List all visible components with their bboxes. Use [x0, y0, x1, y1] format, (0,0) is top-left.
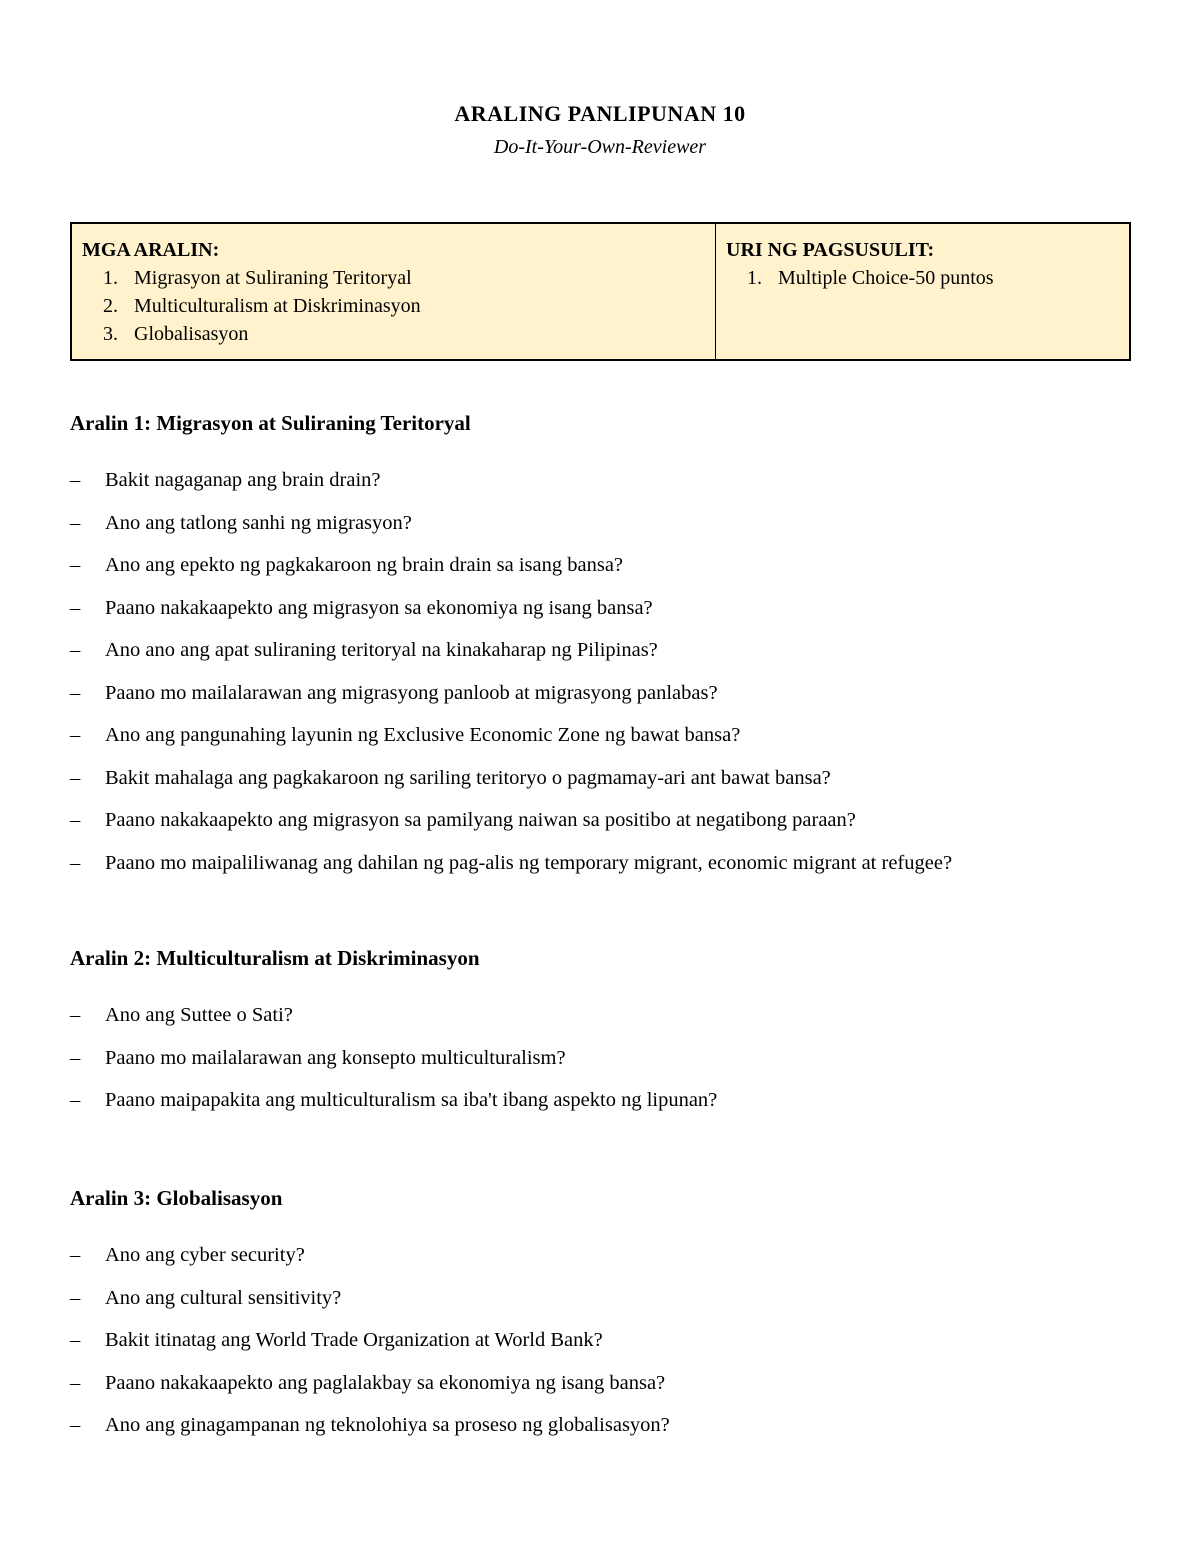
test-type-number: 1.: [747, 267, 762, 289]
question-text: Paano nakakaapekto ang migrasyon sa ekonomiya ng isang bansa?: [105, 596, 653, 619]
dash-bullet: –: [70, 469, 81, 491]
question-item: [70, 1329, 670, 1372]
question-item: [70, 554, 952, 597]
question-list-aralin-2: [70, 1004, 717, 1132]
lessons-heading: MGA ARALIN:: [82, 239, 220, 261]
question-text: Ano ang epekto ng pagkakaroon ng brain drain sa isang bansa?: [105, 554, 624, 576]
test-type-list: [726, 264, 1119, 292]
document-title: ARALING PANLIPUNAN 10: [454, 101, 746, 126]
question-item: [70, 1004, 717, 1047]
question-item: [70, 852, 952, 895]
dash-bullet: –: [70, 724, 81, 746]
question-item: [70, 767, 952, 810]
question-item: [70, 1047, 717, 1090]
section-title-aralin-1: Aralin 1: Migrasyon at Suliraning Teritoryal: [70, 411, 471, 435]
dash-bullet: –: [70, 596, 81, 619]
lessons-cell: [72, 224, 716, 359]
lesson-number: 2.: [103, 295, 118, 317]
lesson-item: [82, 292, 705, 320]
test-type-heading: URI NG PAGSUSULIT:: [726, 239, 935, 261]
question-item: [70, 1287, 670, 1330]
question-text: Paano nakakaapekto ang migrasyon sa pamilyang naiwan sa positibo at negatibong paraan?: [105, 809, 856, 831]
question-text: Paano nakakaapekto ang paglalakbay sa ekonomiya ng isang bansa?: [105, 1371, 666, 1394]
question-item: [70, 1244, 670, 1287]
lesson-number: 1.: [103, 267, 118, 289]
dash-bullet: –: [70, 809, 81, 831]
document-subtitle: Do-It-Your-Own-Reviewer: [493, 136, 707, 158]
dash-bullet: –: [70, 1004, 81, 1026]
dash-bullet: –: [70, 766, 81, 789]
lesson-number: 3.: [103, 323, 118, 345]
dash-bullet: –: [70, 1244, 81, 1266]
lesson-info-table: [70, 222, 1131, 361]
test-type-cell: [716, 224, 1129, 359]
dash-bullet: –: [70, 511, 81, 534]
dash-bullet: –: [70, 851, 81, 874]
lesson-text: Migrasyon at Suliraning Teritoryal: [134, 267, 412, 289]
question-item: [70, 724, 952, 767]
lesson-item: [82, 320, 705, 348]
dash-bullet: –: [70, 554, 81, 576]
question-text: Paano mo mailalarawan ang migrasyong panloob at migrasyong panlabas?: [105, 681, 718, 704]
question-text: Ano ang ginagampanan ng teknolohiya sa proseso ng globalisasyon?: [105, 1414, 670, 1436]
question-item: [70, 1089, 717, 1132]
question-text: Bakit nagaganap ang brain drain?: [105, 469, 381, 491]
question-item: [70, 809, 952, 852]
question-list-aralin-3: [70, 1244, 670, 1457]
question-item: [70, 597, 952, 640]
question-text: Ano ang cyber security?: [105, 1244, 305, 1266]
question-item: [70, 639, 952, 682]
test-type-item: [726, 264, 1119, 292]
dash-bullet: –: [70, 639, 81, 661]
question-item: [70, 512, 952, 555]
question-item: [70, 469, 952, 512]
question-text: Paano maipapakita ang multiculturalism sa iba't ibang aspekto ng lipunan?: [105, 1089, 718, 1111]
question-text: Paano mo maipaliliwanag ang dahilan ng pag-alis ng temporary migrant, economic migrant at refugee?: [105, 851, 953, 874]
dash-bullet: –: [70, 1089, 81, 1111]
question-list-aralin-1: [70, 469, 952, 894]
test-type-text: Multiple Choice-50 puntos: [778, 267, 994, 289]
question-item: [70, 1414, 670, 1457]
dash-bullet: –: [70, 1329, 81, 1351]
question-item: [70, 1372, 670, 1415]
question-text: Ano ang tatlong sanhi ng migrasyon?: [105, 511, 412, 534]
dash-bullet: –: [70, 1286, 81, 1309]
question-text: Paano mo mailalarawan ang konsepto multiculturalism?: [105, 1046, 566, 1069]
question-text: Bakit mahalaga ang pagkakaroon ng sariling teritoryo o pagmamay-ari ant bawat bansa?: [105, 766, 831, 789]
lesson-item: [82, 264, 705, 292]
dash-bullet: –: [70, 1371, 81, 1394]
dash-bullet: –: [70, 681, 81, 704]
question-text: Ano ang cultural sensitivity?: [105, 1286, 342, 1309]
lessons-list: [82, 264, 705, 348]
section-title-aralin-3: Aralin 3: Globalisasyon: [70, 1186, 283, 1210]
section-title-aralin-2: Aralin 2: Multiculturalism at Diskriminasyon: [70, 946, 480, 970]
question-text: Ano ang pangunahing layunin ng Exclusive Economic Zone ng bawat bansa?: [105, 724, 741, 746]
question-item: [70, 682, 952, 725]
question-text: Ano ang Suttee o Sati?: [105, 1004, 293, 1026]
lesson-text: Multiculturalism at Diskriminasyon: [134, 295, 421, 317]
question-text: Ano ano ang apat suliraning teritoryal na kinakaharap ng Pilipinas?: [105, 639, 658, 661]
question-text: Bakit itinatag ang World Trade Organization at World Bank?: [105, 1329, 603, 1351]
lesson-text: Globalisasyon: [134, 323, 249, 345]
dash-bullet: –: [70, 1046, 81, 1069]
dash-bullet: –: [70, 1414, 81, 1436]
